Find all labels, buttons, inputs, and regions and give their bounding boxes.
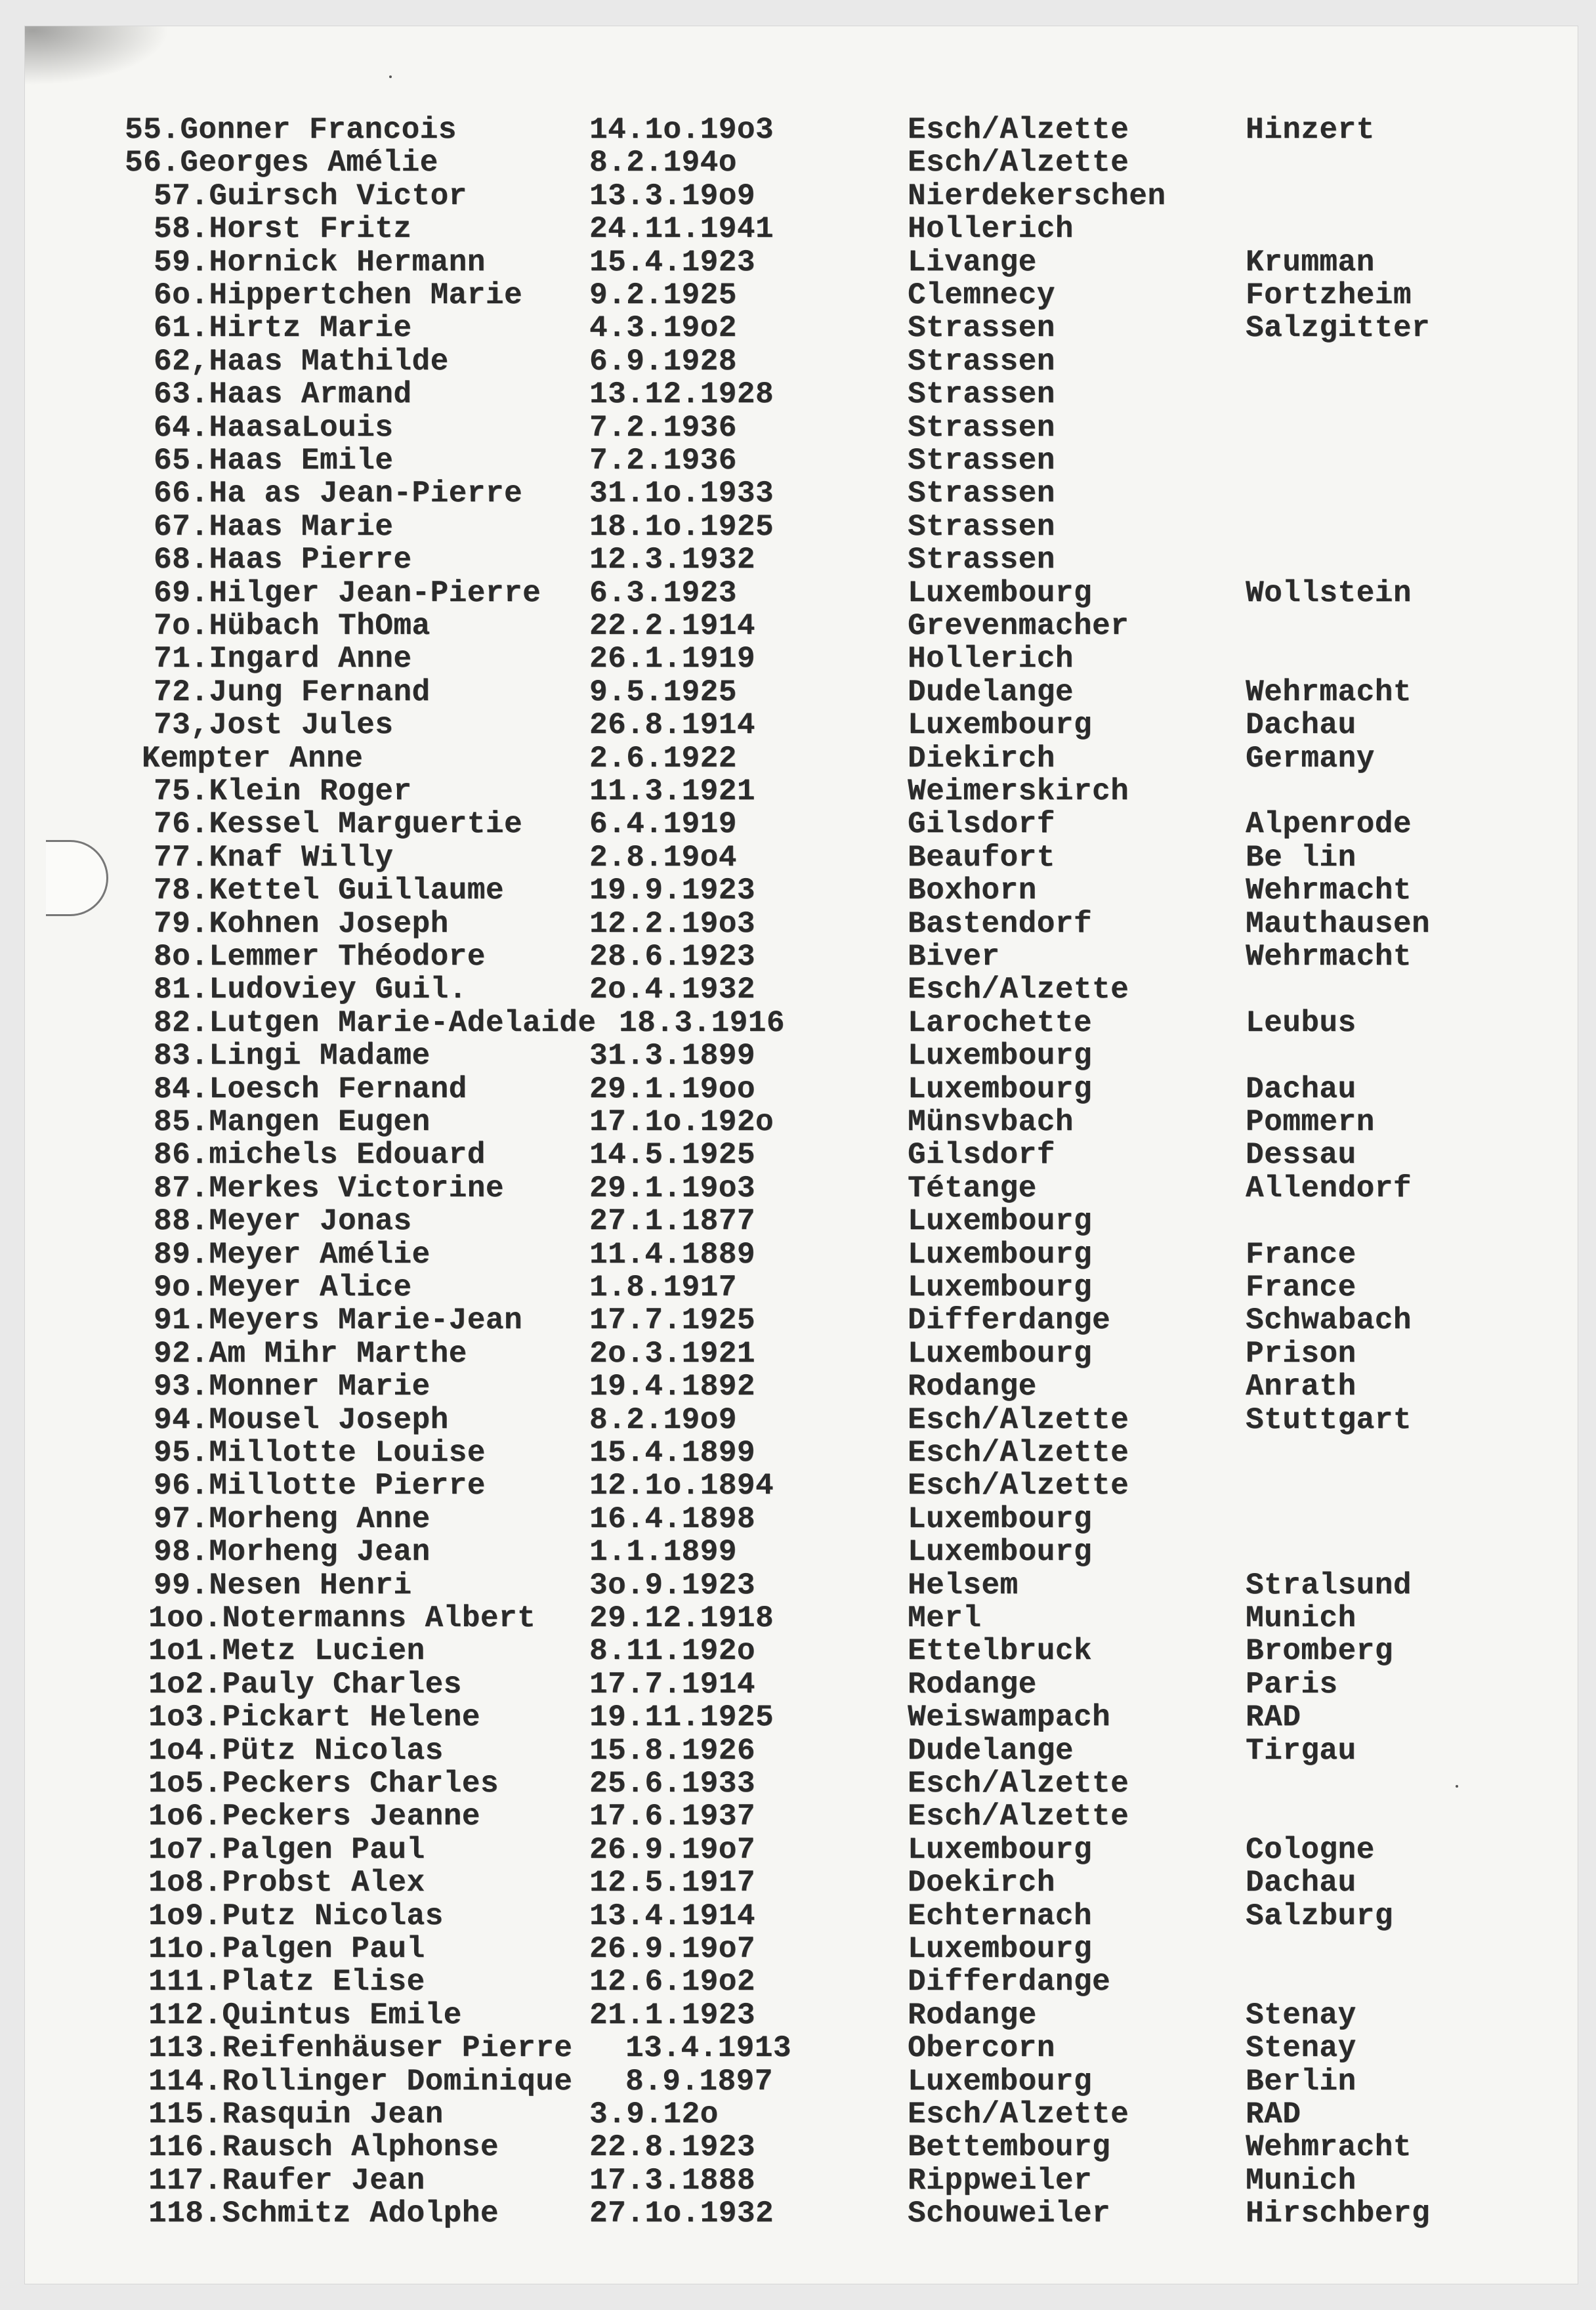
entry-place: Rippweiler xyxy=(908,2163,1093,2198)
entry-name: 87.Merkes Victorine xyxy=(154,1171,504,1206)
table-row xyxy=(25,1403,1578,1437)
entry-destination: Berlin xyxy=(1246,2064,1356,2099)
entry-date: 19.9.1923 xyxy=(589,873,755,908)
entry-name: 7o.Hübach ThOma xyxy=(154,609,430,643)
entry-date: 15.4.1899 xyxy=(589,1436,755,1470)
entry-date: 9.2.1925 xyxy=(589,278,737,312)
entry-destination: Alpenrode xyxy=(1246,807,1412,842)
entry-date: 12.1o.1894 xyxy=(589,1469,774,1503)
entry-place: Doekirch xyxy=(908,1866,1055,1900)
entry-name: 113.Reifenhäuser Pierre xyxy=(148,2031,573,2066)
entry-date: 31.1o.1933 xyxy=(589,476,774,511)
entry-place: Larochette xyxy=(908,1005,1093,1040)
entry-destination: Leubus xyxy=(1246,1005,1356,1040)
entry-date: 26.1.1919 xyxy=(589,642,755,677)
entry-date: 21.1.1923 xyxy=(589,1998,755,2032)
entry-date: 17.6.1937 xyxy=(589,1799,755,1834)
entry-name: 117.Raufer Jean xyxy=(148,2163,425,2198)
table-row xyxy=(25,1734,1578,1768)
entry-date: 19.11.1925 xyxy=(589,1700,774,1735)
table-row xyxy=(25,609,1578,643)
entry-destination: Schwabach xyxy=(1246,1303,1412,1338)
entry-place: Hollerich xyxy=(908,212,1074,247)
entry-name: 67.Haas Marie xyxy=(154,509,394,544)
entry-destination: Stenay xyxy=(1246,1998,1356,2032)
entry-date: 7.2.1936 xyxy=(589,444,737,478)
entry-destination: RAD xyxy=(1246,1700,1301,1735)
entry-destination: Hirschberg xyxy=(1246,2196,1431,2231)
entry-name: 84.Loesch Fernand xyxy=(154,1072,467,1106)
entry-date: 1.1.1899 xyxy=(589,1535,737,1570)
entry-date: 8.9.1897 xyxy=(625,2064,773,2099)
entry-place: Merl xyxy=(908,1601,982,1635)
entry-name: 115.Rasquin Jean xyxy=(148,2097,444,2132)
entry-destination: Wehrmacht xyxy=(1246,675,1412,709)
table-row xyxy=(25,212,1578,246)
entry-date: 15.4.1923 xyxy=(589,245,755,280)
entry-place: Strassen xyxy=(908,509,1055,544)
entry-destination: Salzgitter xyxy=(1246,311,1431,346)
entry-date: 14.1o.19o3 xyxy=(589,113,774,147)
entry-date: 7.2.1936 xyxy=(589,410,737,445)
entry-name: 99.Nesen Henri xyxy=(154,1568,412,1603)
table-row xyxy=(25,1006,1578,1040)
entry-place: Luxembourg xyxy=(908,1204,1093,1239)
entry-date: 3.9.12o xyxy=(589,2097,719,2132)
table-row xyxy=(25,377,1578,411)
entry-name: 93.Monner Marie xyxy=(154,1370,430,1404)
entry-name: 85.Mangen Eugen xyxy=(154,1105,430,1139)
entry-date: 27.1o.1932 xyxy=(589,2196,774,2231)
entry-date: 6.3.1923 xyxy=(589,576,737,610)
entry-place: Hollerich xyxy=(908,642,1074,677)
entry-date: 13.3.19o9 xyxy=(589,178,755,213)
entry-date: 15.8.1926 xyxy=(589,1733,755,1768)
entry-place: Strassen xyxy=(908,444,1055,478)
entry-date: 2o.3.1921 xyxy=(589,1336,755,1371)
entry-date: 26.9.19o7 xyxy=(589,1932,755,1966)
entry-place: Münsvbach xyxy=(908,1105,1074,1139)
entry-name: 1o2.Pauly Charles xyxy=(148,1667,462,1702)
entry-destination: Wehrmacht xyxy=(1246,940,1412,974)
table-row xyxy=(25,1072,1578,1106)
entry-destination: Stralsund xyxy=(1246,1568,1412,1603)
entry-name: 91.Meyers Marie-Jean xyxy=(154,1303,523,1338)
entry-destination: Salzburg xyxy=(1246,1899,1393,1933)
entry-place: Dudelange xyxy=(908,1733,1074,1768)
entry-date: 6.4.1919 xyxy=(589,807,737,842)
entry-place: Boxhorn xyxy=(908,873,1037,908)
entry-place: Strassen xyxy=(908,543,1055,578)
entry-destination: France xyxy=(1246,1270,1356,1305)
entry-place: Luxembourg xyxy=(908,1072,1093,1106)
entry-date: 2o.4.1932 xyxy=(589,973,755,1007)
entry-date: 8.2.194o xyxy=(589,146,737,180)
entry-destination: Anrath xyxy=(1246,1370,1356,1404)
entry-place: Luxembourg xyxy=(908,1502,1093,1536)
entry-destination: France xyxy=(1246,1237,1356,1272)
entry-name: 63.Haas Armand xyxy=(154,377,412,412)
table-row xyxy=(25,1469,1578,1503)
entry-destination: Be lin xyxy=(1246,840,1356,875)
entry-name: 73,Jost Jules xyxy=(154,708,394,743)
entry-place: Luxembourg xyxy=(908,1336,1093,1371)
entry-date: 17.7.1925 xyxy=(589,1303,755,1338)
entry-place: Esch/Alzette xyxy=(908,1469,1129,1503)
entry-date: 11.4.1889 xyxy=(589,1237,755,1272)
entry-place: Strassen xyxy=(908,311,1055,346)
entry-name: 11o.Palgen Paul xyxy=(148,1932,425,1966)
entry-name: 77.Knaf Willy xyxy=(154,840,394,875)
table-row xyxy=(25,1535,1578,1569)
table-row xyxy=(25,907,1578,941)
entry-place: Schouweiler xyxy=(908,2196,1111,2231)
entry-place: Clemnecy xyxy=(908,278,1055,312)
table-row xyxy=(25,1171,1578,1206)
entry-place: Luxembourg xyxy=(908,1270,1093,1305)
entry-name: 76.Kessel Marguertie xyxy=(154,807,523,842)
entry-destination: Mauthausen xyxy=(1246,906,1431,941)
table-row xyxy=(25,1700,1578,1734)
entry-destination: Tirgau xyxy=(1246,1733,1356,1768)
entry-destination: RAD xyxy=(1246,2097,1301,2132)
table-row xyxy=(25,1039,1578,1073)
entry-place: Weimerskirch xyxy=(908,774,1129,808)
table-row xyxy=(25,2065,1578,2099)
entry-place: Strassen xyxy=(908,476,1055,511)
table-row xyxy=(25,708,1578,742)
table-row xyxy=(25,1799,1578,1834)
entry-name: 1o1.Metz Lucien xyxy=(148,1634,425,1669)
entry-place: Esch/Alzette xyxy=(908,1799,1129,1834)
entry-date: 25.6.1933 xyxy=(589,1767,755,1801)
entry-destination: Cologne xyxy=(1246,1832,1375,1867)
entry-name: 88.Meyer Jonas xyxy=(154,1204,412,1239)
table-row xyxy=(25,1238,1578,1272)
entry-name: 71.Ingard Anne xyxy=(154,642,412,677)
table-row xyxy=(25,113,1578,147)
entry-place: Livange xyxy=(908,245,1037,280)
entry-place: Helsem xyxy=(908,1568,1018,1603)
table-row xyxy=(25,2031,1578,2065)
entry-destination: Paris xyxy=(1246,1667,1338,1702)
entry-destination: Wehrmacht xyxy=(1246,873,1412,908)
entry-date: 6.9.1928 xyxy=(589,344,737,379)
table-row xyxy=(25,444,1578,478)
table-row xyxy=(25,411,1578,445)
entry-name: 55.Gonner Francois xyxy=(125,113,457,147)
entry-name: 1o3.Pickart Helene xyxy=(148,1700,480,1735)
entry-name: 57.Guirsch Victor xyxy=(154,178,467,213)
entry-date: 17.7.1914 xyxy=(589,1667,755,1702)
entry-place: Luxembourg xyxy=(908,1237,1093,1272)
entry-destination: Allendorf xyxy=(1246,1171,1412,1206)
entry-place: Strassen xyxy=(908,377,1055,412)
table-row xyxy=(25,1899,1578,1933)
table-row xyxy=(25,2097,1578,2132)
entry-place: Rodange xyxy=(908,1667,1037,1702)
entry-destination: Fortzheim xyxy=(1246,278,1412,312)
entry-date: 26.9.19o7 xyxy=(589,1832,755,1867)
entry-name: 1o9.Putz Nicolas xyxy=(148,1899,444,1933)
entry-place: Esch/Alzette xyxy=(908,113,1129,147)
entry-date: 29.1.19o3 xyxy=(589,1171,755,1206)
entry-destination: Munich xyxy=(1246,2163,1356,2198)
table-row xyxy=(25,543,1578,577)
entry-date: 26.8.1914 xyxy=(589,708,755,743)
entry-place: Luxembourg xyxy=(908,1039,1093,1074)
table-row xyxy=(25,1568,1578,1603)
entry-destination: Dachau xyxy=(1246,708,1356,743)
table-row xyxy=(25,2196,1578,2231)
entry-name: 59.Hornick Hermann xyxy=(154,245,486,280)
entry-name: 111.Platz Elise xyxy=(148,1965,425,2000)
entry-place: Tétange xyxy=(908,1171,1037,1206)
entry-date: 14.5.1925 xyxy=(589,1138,755,1173)
entry-name: 86.michels Edouard xyxy=(154,1138,486,1173)
entry-destination: Dessau xyxy=(1246,1138,1356,1173)
entry-name: 98.Morheng Jean xyxy=(154,1535,430,1570)
table-row xyxy=(25,675,1578,709)
table-row xyxy=(25,311,1578,345)
table-row xyxy=(25,973,1578,1007)
entry-date: 12.3.1932 xyxy=(589,543,755,578)
entry-name: 83.Lingi Madame xyxy=(154,1039,430,1074)
table-row xyxy=(25,1833,1578,1867)
entry-name: 112.Quintus Emile xyxy=(148,1998,462,2032)
table-row xyxy=(25,2164,1578,2198)
entry-name: 75.Klein Roger xyxy=(154,774,412,808)
table-row xyxy=(25,1138,1578,1172)
table-row xyxy=(25,841,1578,875)
table-row xyxy=(25,1270,1578,1305)
entry-place: Obercorn xyxy=(908,2031,1055,2066)
entry-destination: Prison xyxy=(1246,1336,1356,1371)
table-row xyxy=(25,742,1578,776)
table-row xyxy=(25,1502,1578,1536)
entry-place: Esch/Alzette xyxy=(908,973,1129,1007)
entry-place: Dudelange xyxy=(908,675,1074,709)
entry-name: 118.Schmitz Adolphe xyxy=(148,2196,499,2231)
entry-date: 12.6.19o2 xyxy=(589,1965,755,2000)
entry-place: Differdange xyxy=(908,1965,1111,2000)
entry-name: 69.Hilger Jean-Pierre xyxy=(154,576,541,610)
entry-date: 17.1o.192o xyxy=(589,1105,774,1139)
entry-date: 8.11.192o xyxy=(589,1634,755,1669)
entry-date: 8.2.19o9 xyxy=(589,1402,737,1437)
entry-destination: Krumman xyxy=(1246,245,1375,280)
entry-name: 66.Ha as Jean-Pierre xyxy=(154,476,523,511)
entry-date: 24.11.1941 xyxy=(589,212,774,247)
entry-name: 8o.Lemmer Théodore xyxy=(154,940,486,974)
entry-destination: Stenay xyxy=(1246,2031,1356,2066)
entry-place: Luxembourg xyxy=(908,1832,1093,1867)
entry-date: 18.3.1916 xyxy=(619,1005,785,1040)
table-row xyxy=(25,179,1578,213)
entry-destination: Dachau xyxy=(1246,1072,1356,1106)
entry-date: 12.5.1917 xyxy=(589,1866,755,1900)
entry-date: 28.6.1923 xyxy=(589,940,755,974)
table-row xyxy=(25,1105,1578,1139)
entry-date: 29.12.1918 xyxy=(589,1601,774,1635)
table-row xyxy=(25,1998,1578,2032)
table-row xyxy=(25,807,1578,841)
entry-place: Luxembourg xyxy=(908,1535,1093,1570)
entry-place: Gilsdorf xyxy=(908,1138,1055,1173)
table-row xyxy=(25,1668,1578,1702)
entry-name: 116.Rausch Alphonse xyxy=(148,2130,499,2165)
entry-place: Esch/Alzette xyxy=(908,1436,1129,1470)
entry-place: Bastendorf xyxy=(908,906,1093,941)
entry-name: 78.Kettel Guillaume xyxy=(154,873,504,908)
entry-date: 11.3.1921 xyxy=(589,774,755,808)
entry-name: 1o4.Pütz Nicolas xyxy=(148,1733,444,1768)
entry-place: Grevenmacher xyxy=(908,609,1129,643)
entry-name: 95.Millotte Louise xyxy=(154,1436,486,1470)
entry-name: 6o.Hippertchen Marie xyxy=(154,278,523,312)
entry-date: 19.4.1892 xyxy=(589,1370,755,1404)
entry-date: 12.2.19o3 xyxy=(589,906,755,941)
entry-date: 13.12.1928 xyxy=(589,377,774,412)
entry-name: 64.HaasaLouis xyxy=(154,410,394,445)
entry-name: 58.Horst Fritz xyxy=(154,212,412,247)
table-row xyxy=(25,642,1578,676)
table-row xyxy=(25,940,1578,974)
entry-name: 56.Georges Amélie xyxy=(125,146,438,180)
table-row xyxy=(25,1634,1578,1668)
entry-date: 29.1.19oo xyxy=(589,1072,755,1106)
entry-place: Beaufort xyxy=(908,840,1055,875)
entry-name: 81.Ludoviey Guil. xyxy=(154,973,467,1007)
entry-name: 61.Hirtz Marie xyxy=(154,311,412,346)
table-row xyxy=(25,2130,1578,2164)
table-row xyxy=(25,873,1578,908)
entry-destination: Bromberg xyxy=(1246,1634,1393,1669)
entry-name: 96.Millotte Pierre xyxy=(154,1469,486,1503)
entry-date: 3o.9.1923 xyxy=(589,1568,755,1603)
entry-date: 22.8.1923 xyxy=(589,2130,755,2165)
entry-destination: Stuttgart xyxy=(1246,1402,1412,1437)
entry-place: Nierdekerschen xyxy=(908,178,1166,213)
entry-destination: Wollstein xyxy=(1246,576,1412,610)
entry-date: 13.4.1913 xyxy=(625,2031,791,2066)
document-page xyxy=(25,26,1578,2284)
entry-name: 68.Haas Pierre xyxy=(154,543,412,578)
entry-date: 2.6.1922 xyxy=(589,741,737,776)
entry-place: Luxembourg xyxy=(908,708,1093,743)
entry-name: 79.Kohnen Joseph xyxy=(154,906,449,941)
entry-place: Ettelbruck xyxy=(908,1634,1093,1669)
table-row xyxy=(25,1436,1578,1470)
table-row xyxy=(25,774,1578,808)
table-row xyxy=(25,1767,1578,1801)
entry-place: Luxembourg xyxy=(908,2064,1093,2099)
entry-date: 9.5.1925 xyxy=(589,675,737,709)
table-row xyxy=(25,245,1578,280)
table-row xyxy=(25,1932,1578,1966)
table-row xyxy=(25,510,1578,544)
entry-name: 94.Mousel Joseph xyxy=(154,1402,449,1437)
table-row xyxy=(25,278,1578,312)
entry-name: 1o8.Probst Alex xyxy=(148,1866,425,1900)
entry-date: 2.8.19o4 xyxy=(589,840,737,875)
entry-place: Esch/Alzette xyxy=(908,2097,1129,2132)
entry-place: Rodange xyxy=(908,1370,1037,1404)
entry-name: 89.Meyer Amélie xyxy=(154,1237,430,1272)
entry-place: Rodange xyxy=(908,1998,1037,2032)
entry-name: 1o7.Palgen Paul xyxy=(148,1832,425,1867)
entry-date: 16.4.1898 xyxy=(589,1502,755,1536)
entry-destination: Germany xyxy=(1246,741,1375,776)
table-row xyxy=(25,476,1578,511)
entry-date: 13.4.1914 xyxy=(589,1899,755,1933)
entry-place: Strassen xyxy=(908,344,1055,379)
entry-date: 1.8.1917 xyxy=(589,1270,737,1305)
entry-date: 27.1.1877 xyxy=(589,1204,755,1239)
table-row xyxy=(25,1337,1578,1371)
table-row xyxy=(25,1601,1578,1635)
table-row xyxy=(25,1965,1578,1999)
entry-date: 18.1o.1925 xyxy=(589,509,774,544)
entry-name: 1o5.Peckers Charles xyxy=(148,1767,499,1801)
entry-place: Differdange xyxy=(908,1303,1111,1338)
entry-date: 31.3.1899 xyxy=(589,1039,755,1074)
entry-name: 65.Haas Emile xyxy=(154,444,394,478)
entry-destination: Wehmracht xyxy=(1246,2130,1412,2165)
entry-name: 62,Haas Mathilde xyxy=(154,344,449,379)
entry-place: Weiswampach xyxy=(908,1700,1111,1735)
entry-place: Esch/Alzette xyxy=(908,146,1129,180)
entry-destination: Pommern xyxy=(1246,1105,1375,1139)
entry-name: 72.Jung Fernand xyxy=(154,675,430,709)
entry-name: 1oo.Notermanns Albert xyxy=(148,1601,536,1635)
entry-place: Strassen xyxy=(908,410,1055,445)
entry-place: Luxembourg xyxy=(908,1932,1093,1966)
entry-name: 82.Lutgen Marie-Adelaide xyxy=(154,1005,597,1040)
entry-name: 9o.Meyer Alice xyxy=(154,1270,412,1305)
entry-list xyxy=(25,26,1578,2284)
entry-place: Luxembourg xyxy=(908,576,1093,610)
table-row xyxy=(25,1370,1578,1404)
table-row xyxy=(25,345,1578,379)
table-row xyxy=(25,146,1578,180)
table-row xyxy=(25,576,1578,610)
entry-place: Echternach xyxy=(908,1899,1093,1933)
entry-place: Esch/Alzette xyxy=(908,1402,1129,1437)
entry-place: Biver xyxy=(908,940,1000,974)
entry-place: Esch/Alzette xyxy=(908,1767,1129,1801)
entry-place: Bettembourg xyxy=(908,2130,1111,2165)
entry-destination: Dachau xyxy=(1246,1866,1356,1900)
entry-date: 22.2.1914 xyxy=(589,609,755,643)
entry-place: Diekirch xyxy=(908,741,1055,776)
entry-name: 92.Am Mihr Marthe xyxy=(154,1336,467,1371)
entry-date: 4.3.19o2 xyxy=(589,311,737,346)
entry-destination: Hinzert xyxy=(1246,113,1375,147)
entry-date: 17.3.1888 xyxy=(589,2163,755,2198)
entry-name: 97.Morheng Anne xyxy=(154,1502,430,1536)
entry-name: 1o6.Peckers Jeanne xyxy=(148,1799,480,1834)
table-row xyxy=(25,1204,1578,1238)
entry-destination: Munich xyxy=(1246,1601,1356,1635)
table-row xyxy=(25,1303,1578,1337)
table-row xyxy=(25,1866,1578,1900)
entry-name: Kempter Anne xyxy=(142,741,364,776)
entry-place: Gilsdorf xyxy=(908,807,1055,842)
entry-name: 114.Rollinger Dominique xyxy=(148,2064,573,2099)
